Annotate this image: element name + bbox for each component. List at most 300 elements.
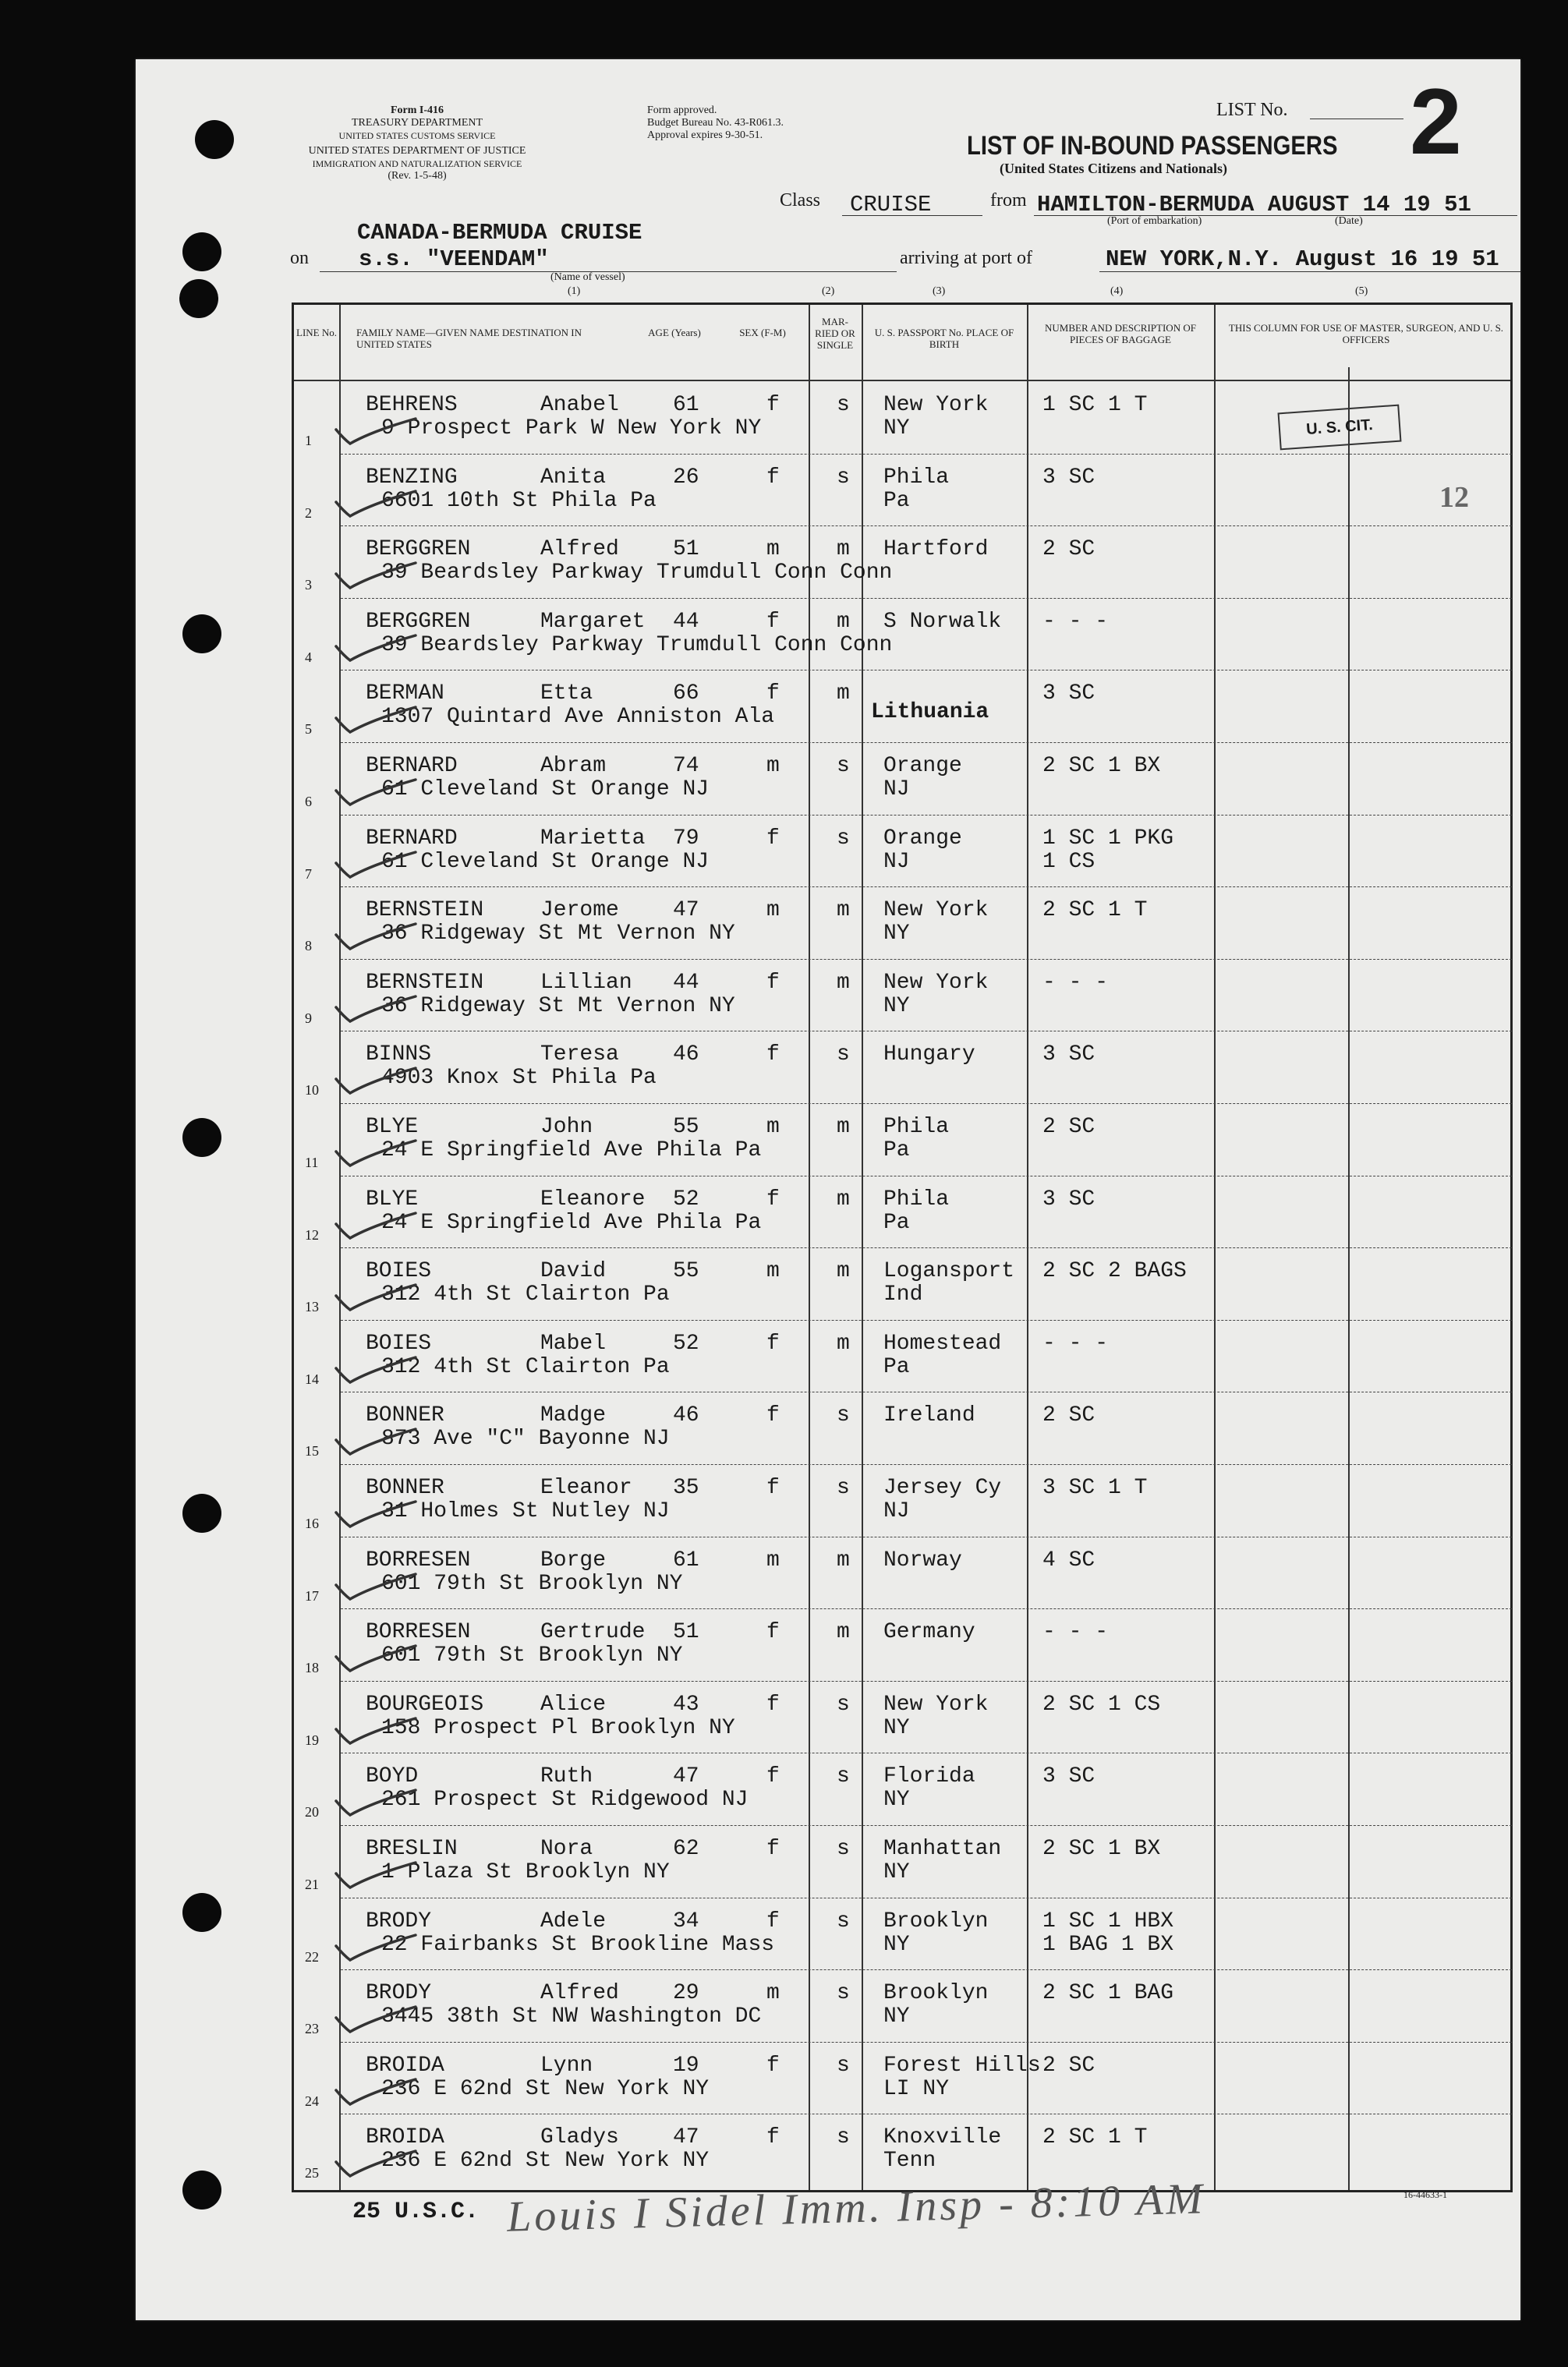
age: 46 [673, 1042, 699, 1067]
surname: BEHRENS [366, 393, 458, 417]
destination: 24 E Springfield Ave Phila Pa [381, 1210, 762, 1235]
birthplace-line1: Brooklyn [883, 1909, 989, 1934]
binder-hole [182, 2171, 221, 2210]
line-number: 21 [305, 1877, 319, 1892]
sex: m [766, 1981, 780, 2006]
destination: 31 Holmes St Nutley NJ [381, 1499, 670, 1523]
given-name: Alfred [540, 537, 619, 562]
table-row [294, 1753, 1510, 1825]
col-head-sex: SEX (F-M) [739, 327, 786, 338]
table-row [294, 525, 1510, 598]
sex: f [766, 1476, 780, 1500]
destination: 24 E Springfield Ave Phila Pa [381, 1138, 762, 1162]
table-row [294, 1392, 1510, 1464]
age: 43 [673, 1692, 699, 1717]
officer-count: 12 [1439, 481, 1469, 514]
check-mark-icon [333, 1859, 419, 1891]
port-embark-caption: (Port of embarkation) [1107, 215, 1202, 227]
birthplace-line2: Tenn [883, 2149, 936, 2174]
marital-status: s [837, 2053, 850, 2078]
given-name: Ruth [540, 1764, 593, 1789]
arriving-underline [1099, 271, 1520, 272]
birthplace-line1: New York [883, 970, 989, 995]
col-head-baggage: NUMBER AND DESCRIPTION OF PIECES OF BAGGAGE [1045, 322, 1196, 345]
given-name: Marietta [540, 826, 646, 851]
baggage-line1: 1 SC 1 PKG [1042, 826, 1174, 851]
line-number: 20 [305, 1804, 319, 1820]
form-number: Form I-416 [390, 104, 444, 116]
justice-dept: UNITED STATES DEPARTMENT OF JUSTICE [308, 145, 526, 157]
destination: 158 Prospect Pl Brooklyn NY [381, 1715, 735, 1740]
given-name: Madge [540, 1403, 607, 1428]
check-mark-icon [333, 1210, 419, 1241]
given-name: Adele [540, 1909, 607, 1934]
baggage-line1: - - - [1042, 1620, 1109, 1645]
check-mark-icon [333, 2148, 419, 2179]
surname: BINNS [366, 1042, 432, 1067]
col-head-married: MAR-RIED OR SINGLE [815, 316, 855, 351]
destination: 39 Beardsley Parkway Trumdull Conn Conn [381, 632, 893, 657]
age: 29 [673, 1981, 699, 2006]
sex: f [766, 1187, 780, 1212]
birthplace-line1: Orange [883, 754, 962, 778]
age: 52 [673, 1331, 699, 1356]
birthplace-line2: Pa [883, 488, 910, 513]
check-mark-icon [333, 1715, 419, 1746]
surname: BOYD [366, 1764, 419, 1789]
sex: f [766, 1042, 780, 1067]
sex: m [766, 754, 780, 778]
form-revision: (Rev. 1-5-48) [388, 170, 447, 182]
arriving-value: NEW YORK,N.Y. August 16 19 51 [1106, 246, 1499, 272]
line-number: 6 [305, 794, 312, 809]
given-name: Alfred [540, 1981, 619, 2006]
table-row [294, 670, 1510, 742]
destination: 312 4th St Clairton Pa [381, 1283, 670, 1307]
col-num-2: (2) [822, 285, 835, 297]
line-number: 16 [305, 1516, 319, 1531]
surname: BROIDA [366, 2125, 444, 2150]
date-caption: (Date) [1335, 215, 1363, 227]
table-row [294, 1681, 1510, 1753]
birthplace-line1: Homestead [883, 1331, 1002, 1356]
baggage-line2: 1 CS [1042, 849, 1095, 874]
passenger-table [292, 303, 1513, 2192]
birthplace-line2: NY [883, 922, 910, 946]
marital-status: m [837, 970, 850, 995]
given-name: Etta [540, 681, 593, 706]
check-mark-icon [333, 1643, 419, 1674]
marital-status: s [837, 1476, 850, 1500]
marital-status: m [837, 609, 850, 634]
birthplace-line2: NJ [883, 1499, 910, 1523]
birthplace-line2: NY [883, 1715, 910, 1740]
given-name: Eleanor [540, 1476, 632, 1500]
destination: 9 Prospect Park W New York NY [381, 416, 762, 440]
age: 44 [673, 609, 699, 634]
sex: f [766, 1909, 780, 1934]
class-label: Class [780, 190, 821, 211]
destination: 36 Ridgeway St Mt Vernon NY [381, 922, 735, 946]
sex: f [766, 393, 780, 417]
given-name: Anita [540, 465, 607, 490]
col-num-4: (4) [1110, 285, 1124, 297]
baggage-line1: 2 SC 1 BX [1042, 754, 1161, 778]
destination: 236 E 62nd St New York NY [381, 2149, 710, 2174]
birthplace-line2: Pa [883, 1210, 910, 1235]
baggage-line1: 3 SC 1 T [1042, 1476, 1148, 1500]
destination: 39 Beardsley Parkway Trumdull Conn Conn [381, 561, 893, 586]
line-number: 9 [305, 1010, 312, 1026]
check-mark-icon [333, 777, 419, 808]
baggage-line1: 2 SC 1 T [1042, 898, 1148, 923]
marital-status: s [837, 1403, 850, 1428]
surname: BOIES [366, 1331, 432, 1356]
destination: 61 Cleveland St Orange NJ [381, 849, 710, 874]
sex: f [766, 826, 780, 851]
binder-hole [179, 279, 218, 318]
age: 52 [673, 1187, 699, 1212]
birthplace-line2: NY [883, 2004, 910, 2029]
treasury-dept: TREASURY DEPARTMENT [351, 117, 483, 129]
marital-status: m [837, 1548, 850, 1573]
destination: 4903 Knox St Phila Pa [381, 1066, 657, 1091]
check-mark-icon [333, 1932, 419, 1963]
marital-status: s [837, 754, 850, 778]
surname: BERNARD [366, 754, 458, 778]
destination: 36 Ridgeway St Mt Vernon NY [381, 993, 735, 1018]
sex: f [766, 1620, 780, 1645]
birthplace-line2: NJ [883, 777, 910, 801]
line-number: 2 [305, 504, 312, 521]
baggage-line1: 2 SC [1042, 2053, 1095, 2078]
sex: f [766, 465, 780, 490]
age: 19 [673, 2053, 699, 2078]
inspector-signature: Louis I Sidel Imm. Insp - 8:10 AM [506, 2174, 1206, 2241]
check-mark-icon [333, 1571, 419, 1602]
birthplace-line1: Orange [883, 826, 962, 851]
binder-hole [182, 614, 221, 653]
baggage-line1: 3 SC [1042, 1187, 1095, 1212]
approval-block [647, 104, 819, 142]
ins-service: IMMIGRATION AND NATURALIZATION SERVICE [312, 158, 522, 169]
sex: m [766, 1115, 780, 1139]
destination: 601 79th St Brooklyn NY [381, 1643, 683, 1668]
check-mark-icon [333, 560, 419, 591]
sex: f [766, 1764, 780, 1789]
table-row [294, 886, 1510, 959]
destination: 1 Plaza St Brooklyn NY [381, 1860, 670, 1884]
sex: m [766, 1548, 780, 1573]
table-row [294, 1825, 1510, 1898]
given-name: Margaret [540, 609, 646, 634]
col-head-passport: U. S. PASSPORT No. PLACE OF BIRTH [874, 327, 1014, 350]
birthplace-line1: Phila [883, 1187, 950, 1212]
col-num-5: (5) [1355, 285, 1368, 297]
check-mark-icon [333, 921, 419, 952]
birthplace-line1: Logansport [883, 1259, 1015, 1284]
class-underline [842, 215, 982, 216]
table-row [294, 1247, 1510, 1320]
sex: f [766, 1837, 780, 1861]
surname: BRODY [366, 1981, 432, 2006]
baggage-line1: 2 SC 1 T [1042, 2125, 1148, 2150]
baggage-line1: - - - [1042, 609, 1109, 634]
age: 34 [673, 1909, 699, 1934]
baggage-line1: 3 SC [1042, 465, 1095, 490]
birthplace-line1: New York [883, 393, 989, 417]
table-row [294, 1031, 1510, 1103]
table-row [294, 598, 1510, 670]
line-number: 8 [305, 938, 312, 954]
age: 55 [673, 1115, 699, 1139]
check-mark-icon [333, 632, 419, 663]
baggage-line2: 1 BAG 1 BX [1042, 1932, 1174, 1957]
line-number: 4 [305, 649, 312, 665]
binder-hole [182, 1118, 221, 1157]
vessel-caption: (Name of vessel) [550, 271, 625, 283]
customs-service: UNITED STATES CUSTOMS SERVICE [338, 130, 496, 141]
from-label: from [990, 190, 1027, 211]
marital-status: m [837, 537, 850, 562]
marital-status: s [837, 1764, 850, 1789]
baggage-line1: - - - [1042, 1331, 1109, 1356]
check-mark-icon [333, 1282, 419, 1313]
list-number: 2 [1410, 69, 1462, 174]
binder-hole [182, 232, 221, 271]
baggage-line1: - - - [1042, 970, 1109, 995]
birthplace-line2: LI NY [883, 2076, 950, 2101]
table-row [294, 1103, 1510, 1176]
col-head-age: AGE (Years) [648, 327, 701, 338]
age: 47 [673, 1764, 699, 1789]
vessel-name: s.s. "VEENDAM" [359, 246, 549, 272]
marital-status: s [837, 465, 850, 490]
table-row [294, 1464, 1510, 1537]
marital-status: s [837, 1692, 850, 1717]
baggage-line1: 3 SC [1042, 1764, 1095, 1789]
marital-status: s [837, 1981, 850, 2006]
birthplace-line2: NJ [883, 849, 910, 874]
table-row [294, 2114, 1510, 2186]
given-name: Gladys [540, 2125, 619, 2150]
destination: 1307 Quintard Ave Anniston Ala [381, 705, 775, 730]
list-title: LIST OF IN-BOUND PASSENGERS [967, 131, 1338, 161]
age: 46 [673, 1403, 699, 1428]
destination: 3445 38th St NW Washington DC [381, 2004, 762, 2029]
destination: 601 79th St Brooklyn NY [381, 1571, 683, 1596]
age: 51 [673, 1620, 699, 1645]
birthplace-line1: Brooklyn [883, 1981, 989, 2006]
surname: BOIES [366, 1259, 432, 1284]
birthplace-line1: Norway [883, 1548, 962, 1573]
line-number: 15 [305, 1443, 319, 1459]
given-name: Eleanore [540, 1187, 646, 1212]
arriving-label: arriving at port of [900, 248, 1032, 268]
list-no-label: LIST No. [1216, 100, 1288, 120]
surname: BOURGEOIS [366, 1692, 484, 1717]
col-head-line: LINE No. [296, 327, 337, 338]
birthplace-line2: Ind [883, 1283, 923, 1307]
age: 47 [673, 2125, 699, 2150]
baggage-line1: 2 SC [1042, 1115, 1095, 1139]
check-mark-icon [333, 2004, 419, 2035]
baggage-line1: 2 SC 1 CS [1042, 1692, 1161, 1717]
given-name: Abram [540, 754, 607, 778]
table-row [294, 1320, 1510, 1392]
binder-hole [182, 1494, 221, 1533]
birthplace-line1: S Norwalk [883, 609, 1002, 634]
given-name: Jerome [540, 898, 619, 923]
birthplace-line1: Manhattan [883, 1837, 1002, 1861]
birthplace-line2: NY [883, 1860, 910, 1884]
marital-status: m [837, 1331, 850, 1356]
marital-status: m [837, 1620, 850, 1645]
line-number: 22 [305, 1948, 319, 1965]
birthplace-line1: Ireland [883, 1403, 975, 1428]
line-number: 10 [305, 1082, 319, 1099]
age: 47 [673, 898, 699, 923]
table-row [294, 1608, 1510, 1681]
surname: BLYE [366, 1115, 419, 1139]
age: 44 [673, 970, 699, 995]
table-row [294, 454, 1510, 526]
destination: 261 Prospect St Ridgewood NJ [381, 1788, 749, 1813]
baggage-line1: 2 SC 1 BX [1042, 1837, 1161, 1861]
check-mark-icon [333, 1138, 419, 1169]
check-mark-icon [333, 1498, 419, 1530]
marital-status: m [837, 1259, 850, 1284]
given-name: Lillian [540, 970, 632, 995]
sex: f [766, 970, 780, 995]
age: 79 [673, 826, 699, 851]
birthplace-line1: Jersey Cy [883, 1476, 1002, 1500]
check-mark-icon [333, 2076, 419, 2107]
surname: BORRESEN [366, 1620, 471, 1645]
us-citizen-stamp: U. S. CIT. [1278, 405, 1402, 451]
table-row [294, 959, 1510, 1031]
check-mark-icon [333, 1065, 419, 1096]
marital-status: s [837, 826, 850, 851]
baggage-line1: 2 SC [1042, 1403, 1095, 1428]
table-row [294, 1537, 1510, 1609]
cruise-name: CANADA-BERMUDA CRUISE [357, 220, 642, 246]
line-number: 19 [305, 1732, 319, 1748]
age: 66 [673, 681, 699, 706]
sex: f [766, 609, 780, 634]
marital-status: m [837, 681, 850, 706]
surname: BERMAN [366, 681, 444, 706]
line-number: 23 [305, 2021, 319, 2037]
marital-status: s [837, 1837, 850, 1861]
surname: BORRESEN [366, 1548, 471, 1573]
check-mark-icon [333, 704, 419, 735]
marital-status: m [837, 1115, 850, 1139]
from-value: HAMILTON-BERMUDA AUGUST 14 19 51 [1037, 192, 1471, 218]
line-number: 7 [305, 865, 312, 882]
age: 51 [673, 537, 699, 562]
check-mark-icon [333, 849, 419, 880]
sex: f [766, 1692, 780, 1717]
list-subtitle: (United States Citizens and Nationals) [1000, 161, 1228, 176]
table-row [294, 1969, 1510, 2042]
baggage-line1: 2 SC 1 BAG [1042, 1981, 1174, 2006]
sex: f [766, 1331, 780, 1356]
surname: BLYE [366, 1187, 419, 1212]
sex: f [766, 681, 780, 706]
check-mark-icon [333, 416, 419, 447]
birthplace-line1: Hartford [883, 537, 989, 562]
budget-bureau: Budget Bureau No. 43-R061.3. [647, 117, 784, 129]
line-number: 5 [305, 721, 312, 738]
marital-status: s [837, 393, 850, 417]
destination: 6601 10th St Phila Pa [381, 488, 657, 513]
age: 61 [673, 1548, 699, 1573]
col-num-1: (1) [568, 285, 581, 297]
birthplace-line2: Pa [883, 1138, 910, 1162]
given-name: Gertrude [540, 1620, 646, 1645]
given-name: Nora [540, 1837, 593, 1861]
surname: BONNER [366, 1476, 444, 1500]
line-number: 25 [305, 2165, 319, 2181]
class-value: CRUISE [850, 192, 932, 218]
line-number: 13 [305, 1299, 319, 1315]
age: 74 [673, 754, 699, 778]
col-head-officers: THIS COLUMN FOR USE OF MASTER, SURGEON, AND U. S. OFFICERS [1228, 322, 1504, 345]
surname: BRODY [366, 1909, 432, 1934]
sex: f [766, 1403, 780, 1428]
destination: 236 E 62nd St New York NY [381, 2076, 710, 2101]
sex: f [766, 2125, 780, 2150]
given-name: Mabel [540, 1331, 607, 1356]
birthplace-line1: Germany [883, 1620, 975, 1645]
line-number: 1 [305, 433, 312, 448]
birthplace-line2: Lithuania [871, 700, 989, 725]
table-row [294, 1176, 1510, 1248]
check-mark-icon [333, 1426, 419, 1457]
birthplace-line1: Phila [883, 465, 950, 490]
surname: BONNER [366, 1403, 444, 1428]
age: 35 [673, 1476, 699, 1500]
marital-status: s [837, 1042, 850, 1067]
given-name: Alice [540, 1692, 607, 1717]
footer-usc: 25 U.S.C. [352, 2199, 480, 2225]
birthplace-line1: Forest Hills [883, 2053, 1041, 2078]
birthplace-line2: NY [883, 416, 910, 440]
destination: 22 Fairbanks St Brookline Mass [381, 1932, 775, 1957]
marital-status: s [837, 2125, 850, 2150]
table-row [294, 815, 1510, 887]
birthplace-line2: NY [883, 1932, 910, 1957]
surname: BENZING [366, 465, 458, 490]
given-name: Teresa [540, 1042, 619, 1067]
form-approved: Form approved. [647, 104, 717, 116]
approval-expires: Approval expires 9-30-51. [647, 129, 763, 141]
check-mark-icon [333, 993, 419, 1024]
line-number: 14 [305, 1371, 319, 1387]
surname: BRESLIN [366, 1837, 458, 1861]
destination: 873 Ave "C" Bayonne NJ [381, 1427, 670, 1452]
given-name: Lynn [540, 2053, 593, 2078]
binder-hole [195, 120, 234, 159]
surname: BERGGREN [366, 609, 471, 634]
birthplace-line1: Florida [883, 1764, 975, 1789]
birthplace-line2: NY [883, 993, 910, 1018]
birthplace-line1: Hungary [883, 1042, 975, 1067]
baggage-line1: 3 SC [1042, 681, 1095, 706]
age: 62 [673, 1837, 699, 1861]
line-number: 3 [305, 577, 312, 593]
